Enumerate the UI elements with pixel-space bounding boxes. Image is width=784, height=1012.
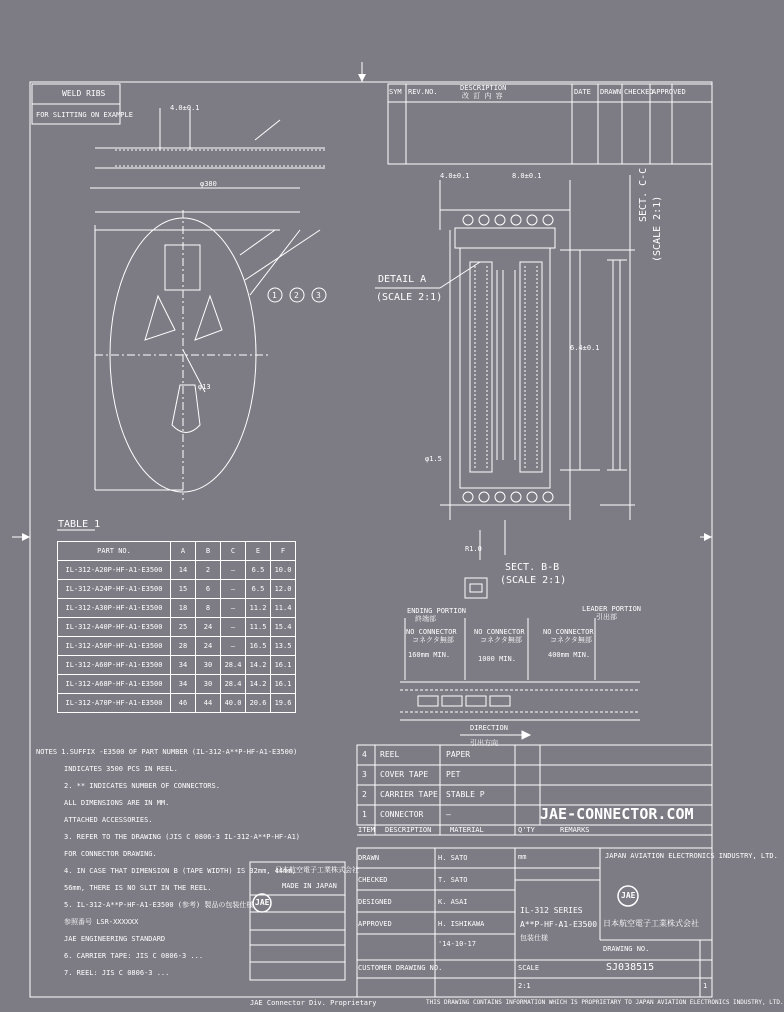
table-cell: 16.1 [271, 656, 296, 675]
table-cell: 6.5 [246, 580, 271, 599]
marker-3: 3 [316, 291, 321, 300]
table-cell: — [221, 637, 246, 656]
table-cell: 16.1 [271, 675, 296, 694]
note-line: 5. IL-312-A**P-HF-A1-E3500 (参考) 製品の包装仕様 [64, 901, 254, 909]
tape-ending-jp: 終端部 [415, 615, 436, 623]
table-cell: 30 [196, 656, 221, 675]
table-cell: 28.4 [221, 675, 246, 694]
table-cell: C [221, 542, 246, 561]
bom-no: 3 [362, 770, 367, 779]
note-line: 参照番号 LSR-XXXXXX [64, 918, 139, 926]
title-line-1: IL-312 SERIES [520, 906, 583, 915]
scale-label: SCALE [518, 964, 540, 972]
table-cell: 28 [171, 637, 196, 656]
drawing-no: SJ038515 [606, 962, 655, 973]
dim-reel-dia: φ380 [200, 180, 217, 188]
company-en: JAPAN AVIATION ELECTRONICS INDUSTRY, LTD. [605, 852, 778, 860]
table-cell: E [246, 542, 271, 561]
table-cell: 34 [171, 656, 196, 675]
drawing-no-label: DRAWING NO. [603, 945, 650, 953]
sect-bb-scale: (SCALE 2:1) [500, 575, 567, 586]
bom-material: STABLE P [446, 790, 485, 799]
weld-ribs-sublabel: FOR SLITTING ON EXAMPLE [36, 111, 133, 119]
rev-description-jp: 改 訂 内 容 [462, 92, 503, 100]
table-cell: IL-312-A70P-HF-A1-E3500 [58, 694, 171, 713]
marker-2: 2 [294, 291, 299, 300]
table-cell: B [196, 542, 221, 561]
note-line: 6. CARRIER TAPE: JIS C 0806-3 ... [64, 952, 204, 960]
table-cell: 11.5 [246, 618, 271, 637]
table-cell: IL-312-A68P-HF-A1-E3500 [58, 675, 171, 694]
table-cell: 12.0 [271, 580, 296, 599]
rev-approved: APPROVED [652, 88, 686, 96]
tape-ending-label: ENDING PORTION [407, 607, 467, 615]
tape-leader-jp: 引出部 [596, 613, 617, 621]
note-line: ALL DIMENSIONS ARE IN MM. [64, 799, 170, 807]
table-row [58, 561, 296, 580]
tape-noconn2-jp: コネクタ無部 [480, 636, 522, 644]
approved-by: H. ISHIKAWA [438, 920, 485, 928]
bom-name: REEL [380, 750, 400, 759]
table-cell: PART NO. [58, 542, 171, 561]
table-cell: — [221, 599, 246, 618]
note-line: 7. REEL: JIS C 0806-3 ... [64, 969, 170, 977]
dim-c: 6.4±0.1 [570, 344, 600, 352]
dim-hub: φ13 [198, 383, 211, 391]
marker-1: 1 [272, 291, 277, 300]
rev-description: DESCRIPTION [460, 84, 507, 92]
dim-r: R1.0 [465, 545, 482, 553]
jae-logo-icon: JAE [621, 891, 636, 900]
table-cell: 11.4 [271, 599, 296, 618]
table-cell: 40.0 [221, 694, 246, 713]
tape-pitch3: 400mm MIN. [548, 651, 591, 659]
table-row [58, 580, 296, 599]
checked-by: T. SATO [438, 876, 468, 884]
table-cell: 18 [171, 599, 196, 618]
note-line: 56mm, THERE IS NO SLIT IN THE REEL. [64, 884, 212, 892]
title-jp: 包装仕様 [520, 934, 548, 942]
unit-value: mm [518, 853, 527, 861]
tape-noconn3: NO CONNECTOR [543, 628, 594, 636]
bom-header-material: MATERIAL [450, 826, 484, 834]
table-row [58, 656, 296, 675]
tape-direction-jp: 引出方向 [470, 739, 498, 747]
table-cell: 16.5 [246, 637, 271, 656]
jae-stamp-logo-icon: JAE [255, 898, 270, 907]
table-cell: — [221, 618, 246, 637]
designed-by: K. ASAI [438, 898, 468, 906]
table-cell: — [221, 580, 246, 599]
table-cell: 13.5 [271, 637, 296, 656]
scale-value: 2:1 [518, 982, 531, 990]
tape-noconn1: NO CONNECTOR [406, 628, 457, 636]
jae-box-label2: MADE IN JAPAN [282, 882, 337, 890]
bom-material: PAPER [446, 750, 471, 759]
bom-header-no: ITEM [358, 826, 375, 834]
table1-label: TABLE 1 [58, 519, 101, 530]
checked-label: CHECKED [358, 876, 388, 884]
sheet-no: 1 [703, 982, 708, 990]
bom-name: CONNECTOR [380, 810, 424, 819]
table-cell: 2 [196, 561, 221, 580]
jae-box-label: 日本航空電子工業株式会社 [275, 866, 359, 874]
drawn-label: DRAWN [358, 854, 380, 862]
rev-checked: CHECKED [624, 88, 654, 96]
tape-leader: LEADER PORTION [582, 605, 642, 613]
table-cell: 44 [196, 694, 221, 713]
table-cell: A [171, 542, 196, 561]
bom-no: 1 [362, 810, 367, 819]
drawn-by: H. SATO [438, 854, 468, 862]
dim-sprocket: φ1.5 [425, 455, 442, 463]
note-line: 3. REFER TO THE DRAWING (JIS C 0806-3 IL-312-A**P-HF-A1) [64, 833, 301, 841]
bom-no: 2 [362, 790, 367, 799]
table-cell: IL-312-A60P-HF-A1-E3500 [58, 656, 171, 675]
designed-label: DESIGNED [358, 898, 392, 906]
table-cell: 19.6 [271, 694, 296, 713]
bom-name: COVER TAPE [380, 770, 429, 779]
bom-name: CARRIER TAPE [380, 790, 438, 799]
note-line: JAE ENGINEERING STANDARD [64, 935, 166, 943]
sect-bb-label: SECT. B-B [505, 562, 560, 573]
table-cell: 28.4 [221, 656, 246, 675]
detail-a-label: DETAIL A [378, 274, 427, 285]
tape-noconn2: NO CONNECTOR [474, 628, 525, 636]
note-line: INDICATES 3500 PCS IN REEL. [64, 765, 178, 773]
parts-table [57, 541, 296, 713]
table-cell: 15.4 [271, 618, 296, 637]
table-cell: 24 [196, 618, 221, 637]
table-cell: 25 [171, 618, 196, 637]
table-header-row [58, 542, 296, 561]
table-cell: 24 [196, 637, 221, 656]
note-line: FOR CONNECTOR DRAWING. [64, 850, 157, 858]
bom-header-desc: DESCRIPTION [385, 826, 432, 834]
dim-top: 4.0±0.1 [170, 104, 200, 112]
rev-sym: SYM [389, 88, 402, 96]
tape-noconn1-jp: コネクタ無部 [412, 636, 454, 644]
table-cell: IL-312-A20P-HF-A1-E3500 [58, 561, 171, 580]
table-cell: 6 [196, 580, 221, 599]
table-row [58, 675, 296, 694]
footer-right: THIS DRAWING CONTAINS INFORMATION WHICH IS PROPRIETARY TO JAPAN AVIATION ELECTRONICS INDUSTRY, LTD. [426, 999, 784, 1006]
table-cell: 14.2 [246, 675, 271, 694]
table-cell: 6.5 [246, 561, 271, 580]
table-cell: 30 [196, 675, 221, 694]
note-line: ATTACHED ACCESSORIES. [64, 816, 153, 824]
tape-direction: DIRECTION [470, 724, 508, 732]
footer-left: JAE Connector Div. Proprietary [250, 999, 377, 1007]
table-cell: IL-312-A50P-HF-A1-E3500 [58, 637, 171, 656]
table-cell: 46 [171, 694, 196, 713]
note-line: 2. ** INDICATES NUMBER OF CONNECTORS. [64, 782, 220, 790]
rev-no: REV.NO. [408, 88, 438, 96]
table-cell: 20.6 [246, 694, 271, 713]
detail-a-scale: (SCALE 2:1) [376, 292, 443, 303]
table-row [58, 599, 296, 618]
bom-material: — [446, 810, 451, 819]
table-row [58, 618, 296, 637]
note-line: 4. IN CASE THAT DIMENSION B (TAPE WIDTH) IS 32mm, 44mm, [64, 867, 296, 875]
tape-pitch1: 160mm MIN. [408, 651, 451, 659]
table-cell: IL-312-A40P-HF-A1-E3500 [58, 618, 171, 637]
bom-header-remarks: REMARKS [560, 826, 590, 834]
weld-ribs-label: WELD RIBS [62, 89, 106, 98]
table-cell: — [221, 561, 246, 580]
table-cell: IL-312-A24P-HF-A1-E3500 [58, 580, 171, 599]
table-cell: 34 [171, 675, 196, 694]
rev-drawn: DRAWN [600, 88, 622, 96]
site-name: JAE-CONNECTOR.COM [540, 805, 694, 823]
tape-pitch2: 1000 MIN. [478, 655, 516, 663]
dim-a: 4.0±0.1 [440, 172, 470, 180]
customer-code: CUSTOMER DRAWING NO. [358, 964, 443, 972]
table-row [58, 694, 296, 713]
company-jp: 日本航空電子工業株式会社 [603, 919, 699, 928]
table-cell: 8 [196, 599, 221, 618]
title-line-2: A**P-HF-A1-E3500 [520, 920, 598, 929]
table-cell: IL-312-A30P-HF-A1-E3500 [58, 599, 171, 618]
table-cell: 15 [171, 580, 196, 599]
sect-cc-scale: (SCALE 2:1) [652, 195, 663, 262]
table-row [58, 637, 296, 656]
table-cell: 10.0 [271, 561, 296, 580]
note-line: NOTES 1.SUFFIX -E3500 OF PART NUMBER (IL-312-A**P-HF-A1-E3500) [36, 748, 298, 756]
rev-date: DATE [574, 88, 591, 96]
bom-no: 4 [362, 750, 367, 759]
table-cell: 11.2 [246, 599, 271, 618]
table-cell: F [271, 542, 296, 561]
tape-noconn3-jp: コネクタ無部 [550, 636, 592, 644]
bom-material: PET [446, 770, 461, 779]
bom-header-qty: Q'TY [518, 826, 535, 834]
table-cell: 14 [171, 561, 196, 580]
date-value: '14-10-17 [438, 940, 476, 948]
sect-cc-label: SECT. C-C [638, 167, 649, 222]
approved-label: APPROVED [358, 920, 392, 928]
table-cell: 14.2 [246, 656, 271, 675]
dim-b: 8.0±0.1 [512, 172, 542, 180]
